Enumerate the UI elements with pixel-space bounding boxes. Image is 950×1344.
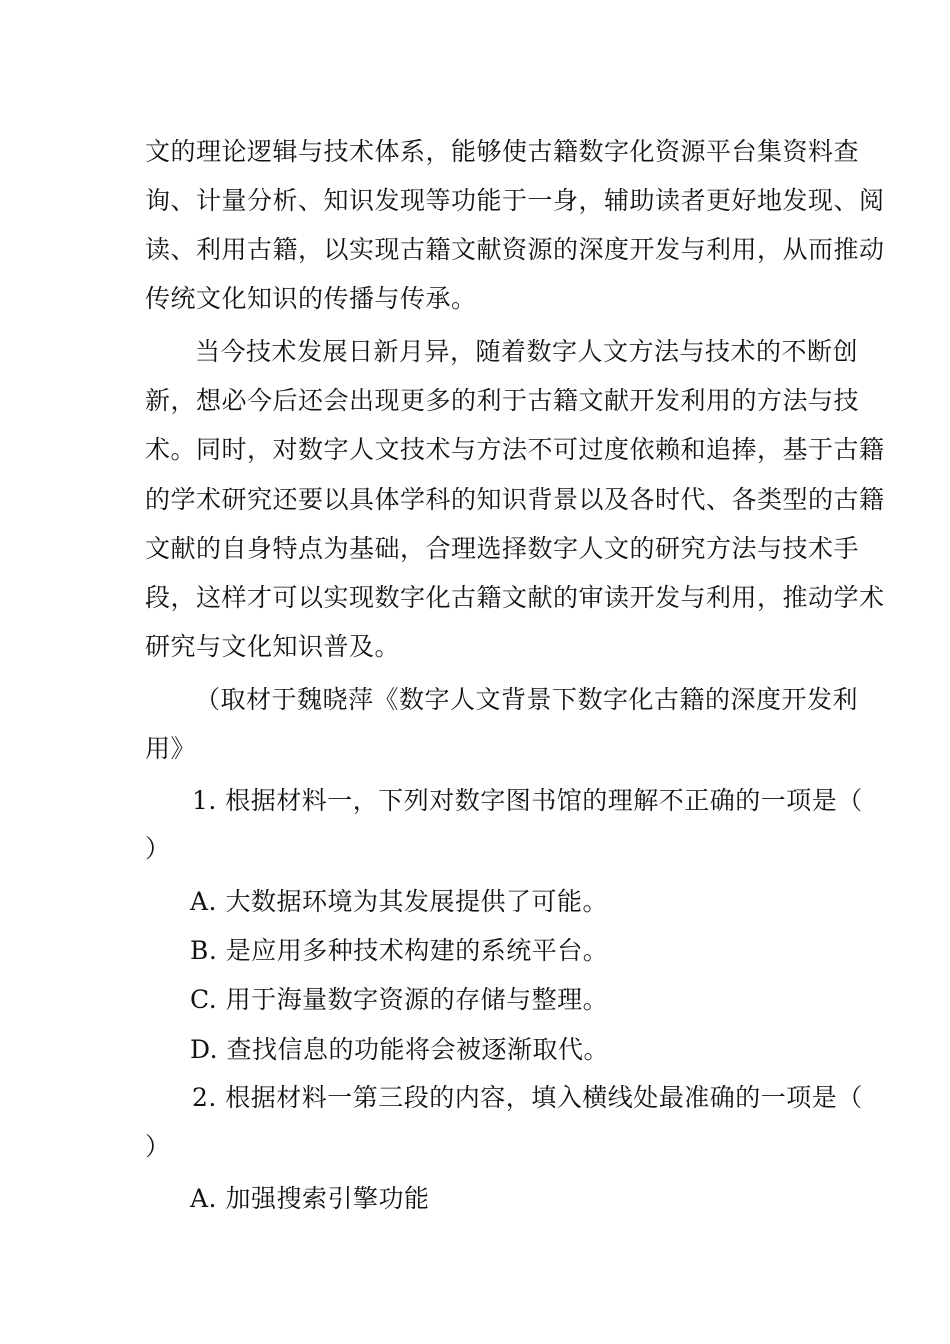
question-1-option-d: D. 查找信息的功能将会被逐渐取代。 — [190, 1035, 610, 1064]
question-2-stem: 2. 根据材料一第三段的内容，填入横线处最准确的一项是（ — [192, 1083, 863, 1112]
paragraph-2-line: 段，这样才可以实现数字化古籍文献的审读开发与利用，推动学术 — [145, 583, 885, 612]
paragraph-1-line: 询、计量分析、知识发现等功能于一身，辅助读者更好地发现、阅 — [145, 186, 885, 215]
paragraph-2-line: 文献的自身特点为基础，合理选择数字人文的研究方法与技术手 — [145, 534, 860, 563]
paragraph-2-line: 的学术研究还要以具体学科的知识背景以及各时代、各类型的古籍 — [145, 485, 885, 514]
source-citation: 用》 — [145, 734, 197, 763]
paragraph-2-line: 当今技术发展日新月异，随着数字人文方法与技术的不断创 — [195, 337, 859, 366]
question-1-option-a: A. 大数据环境为其发展提供了可能。 — [190, 887, 608, 916]
question-1-stem: ） — [145, 834, 171, 863]
source-citation: （取材于魏晓萍《数字人文背景下数字化古籍的深度开发利 — [195, 685, 859, 714]
question-1-stem: 1. 根据材料一，下列对数字图书馆的理解不正确的一项是（ — [192, 786, 863, 815]
paragraph-2-line: 术。同时，对数字人文技术与方法不可过度依赖和追捧，基于古籍 — [145, 435, 885, 464]
paragraph-2-line: 新，想必今后还会出现更多的利于古籍文献开发利用的方法与技 — [145, 386, 860, 415]
paragraph-1-line: 传统文化知识的传播与传承。 — [145, 284, 477, 313]
paragraph-2-line: 研究与文化知识普及。 — [145, 632, 401, 661]
question-2-option-a: A. 加强搜索引擎功能 — [190, 1184, 430, 1213]
paragraph-1-line: 读、利用古籍，以实现古籍文献资源的深度开发与利用，从而推动 — [145, 235, 885, 264]
paragraph-1-line: 文的理论逻辑与技术体系，能够使古籍数字化资源平台集资料查 — [145, 137, 860, 166]
question-1-option-b: B. 是应用多种技术构建的系统平台。 — [190, 936, 609, 965]
question-1-option-c: C. 用于海量数字资源的存储与整理。 — [190, 985, 609, 1014]
question-2-stem: ） — [145, 1132, 171, 1161]
